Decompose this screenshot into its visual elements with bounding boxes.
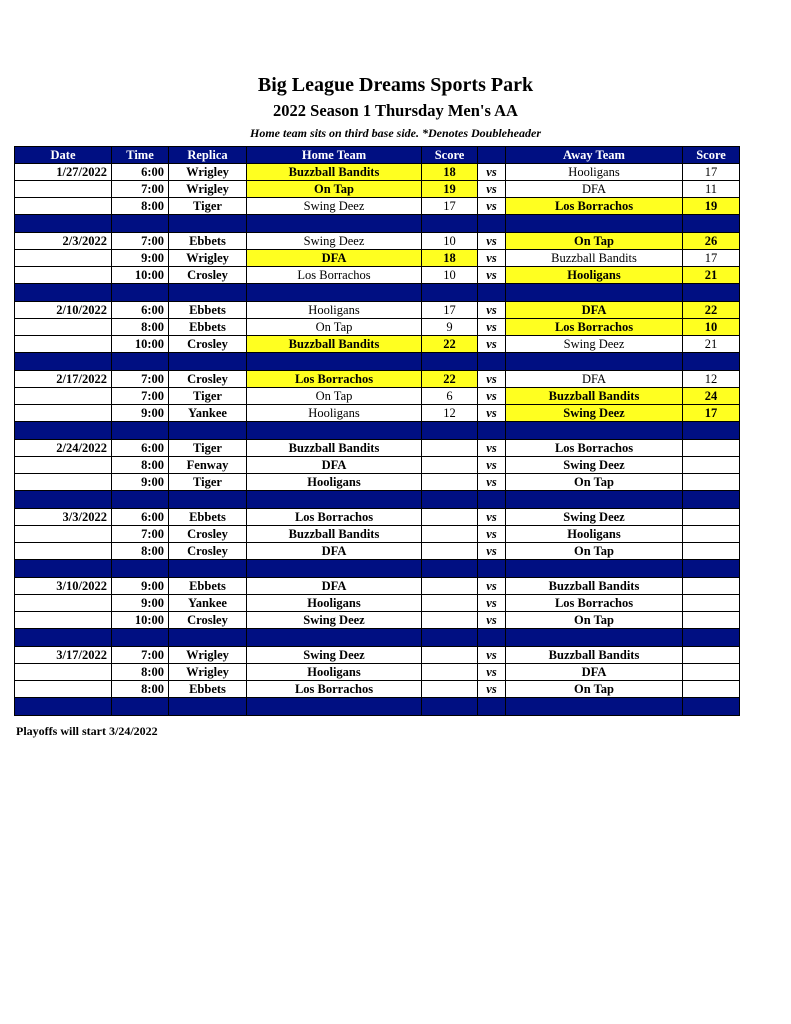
- game-date: [15, 181, 112, 198]
- game-date: 1/27/2022: [15, 164, 112, 181]
- game-time: 10:00: [112, 336, 169, 353]
- vs-label: vs: [478, 405, 506, 422]
- table-row: [15, 664, 740, 681]
- table-row: [15, 526, 740, 543]
- home-team: Los Borrachos: [247, 267, 422, 284]
- game-field: Wrigley: [169, 250, 247, 267]
- away-team: DFA: [506, 302, 683, 319]
- vs-label: vs: [478, 388, 506, 405]
- home-score: 12: [422, 405, 478, 422]
- vs-label: vs: [478, 267, 506, 284]
- home-score: 19: [422, 181, 478, 198]
- table-row: [15, 319, 740, 336]
- home-score: 18: [422, 250, 478, 267]
- vs-label: vs: [478, 612, 506, 629]
- home-score: [422, 664, 478, 681]
- home-team: Buzzball Bandits: [247, 526, 422, 543]
- away-score: 10: [683, 319, 740, 336]
- away-score: [683, 664, 740, 681]
- home-score: 10: [422, 233, 478, 250]
- home-team: On Tap: [247, 181, 422, 198]
- vs-label: vs: [478, 457, 506, 474]
- home-score: [422, 440, 478, 457]
- table-row: [15, 647, 740, 664]
- vs-label: vs: [478, 681, 506, 698]
- away-score: 17: [683, 164, 740, 181]
- vs-label: vs: [478, 371, 506, 388]
- vs-label: vs: [478, 474, 506, 491]
- col-header-home-team: Home Team: [247, 147, 422, 164]
- away-team: Buzzball Bandits: [506, 578, 683, 595]
- game-time: 7:00: [112, 371, 169, 388]
- game-field: Wrigley: [169, 664, 247, 681]
- game-date: [15, 319, 112, 336]
- away-team: On Tap: [506, 474, 683, 491]
- game-date: [15, 595, 112, 612]
- week-separator: [15, 491, 740, 509]
- game-field: Crosley: [169, 526, 247, 543]
- vs-label: vs: [478, 595, 506, 612]
- vs-label: vs: [478, 336, 506, 353]
- vs-label: vs: [478, 198, 506, 215]
- vs-label: vs: [478, 543, 506, 560]
- game-field: Ebbets: [169, 681, 247, 698]
- game-date: 2/17/2022: [15, 371, 112, 388]
- vs-label: vs: [478, 578, 506, 595]
- away-score: [683, 612, 740, 629]
- table-row: [15, 474, 740, 491]
- game-time: 9:00: [112, 250, 169, 267]
- game-field: Tiger: [169, 440, 247, 457]
- home-score: 17: [422, 302, 478, 319]
- home-score: 22: [422, 336, 478, 353]
- table-row: [15, 198, 740, 215]
- table-row: [15, 250, 740, 267]
- home-score: 10: [422, 267, 478, 284]
- away-score: [683, 509, 740, 526]
- away-score: [683, 578, 740, 595]
- away-team: Buzzball Bandits: [506, 388, 683, 405]
- table-row: [15, 371, 740, 388]
- game-time: 7:00: [112, 181, 169, 198]
- game-date: [15, 250, 112, 267]
- week-separator: [15, 560, 740, 578]
- away-team: On Tap: [506, 543, 683, 560]
- table-header-row: [15, 147, 740, 164]
- col-header-away-team: Away Team: [506, 147, 683, 164]
- home-score: [422, 647, 478, 664]
- away-score: [683, 595, 740, 612]
- game-time: 6:00: [112, 509, 169, 526]
- away-team: Los Borrachos: [506, 319, 683, 336]
- home-team: Swing Deez: [247, 612, 422, 629]
- home-team: Hooligans: [247, 595, 422, 612]
- col-header-home-score: Score: [422, 147, 478, 164]
- home-team: Hooligans: [247, 664, 422, 681]
- away-score: 26: [683, 233, 740, 250]
- home-score: [422, 578, 478, 595]
- away-team: On Tap: [506, 233, 683, 250]
- game-field: Yankee: [169, 405, 247, 422]
- vs-label: vs: [478, 181, 506, 198]
- game-time: 8:00: [112, 664, 169, 681]
- home-team: Buzzball Bandits: [247, 440, 422, 457]
- game-field: Crosley: [169, 336, 247, 353]
- game-time: 8:00: [112, 198, 169, 215]
- away-score: [683, 440, 740, 457]
- vs-label: vs: [478, 647, 506, 664]
- away-team: Buzzball Bandits: [506, 250, 683, 267]
- game-date: 3/10/2022: [15, 578, 112, 595]
- home-score: [422, 509, 478, 526]
- away-team: DFA: [506, 181, 683, 198]
- home-score: 22: [422, 371, 478, 388]
- away-score: 22: [683, 302, 740, 319]
- vs-label: vs: [478, 302, 506, 319]
- table-row: [15, 543, 740, 560]
- game-date: 3/17/2022: [15, 647, 112, 664]
- game-date: [15, 198, 112, 215]
- week-separator: [15, 698, 740, 716]
- vs-label: vs: [478, 164, 506, 181]
- game-date: [15, 681, 112, 698]
- game-time: 8:00: [112, 543, 169, 560]
- table-row: [15, 164, 740, 181]
- game-time: 7:00: [112, 233, 169, 250]
- game-field: Ebbets: [169, 319, 247, 336]
- home-score: [422, 595, 478, 612]
- game-time: 9:00: [112, 595, 169, 612]
- away-score: [683, 543, 740, 560]
- away-team: DFA: [506, 371, 683, 388]
- away-score: [683, 457, 740, 474]
- away-team: Los Borrachos: [506, 440, 683, 457]
- game-time: 9:00: [112, 578, 169, 595]
- table-row: [15, 405, 740, 422]
- vs-label: vs: [478, 440, 506, 457]
- home-team: Los Borrachos: [247, 371, 422, 388]
- game-time: 10:00: [112, 267, 169, 284]
- game-date: 3/3/2022: [15, 509, 112, 526]
- home-team: Swing Deez: [247, 233, 422, 250]
- away-team: Los Borrachos: [506, 198, 683, 215]
- away-score: [683, 681, 740, 698]
- game-field: Ebbets: [169, 233, 247, 250]
- game-date: [15, 336, 112, 353]
- page-title: Big League Dreams Sports Park: [257, 74, 534, 96]
- game-date: 2/3/2022: [15, 233, 112, 250]
- away-team: Swing Deez: [506, 457, 683, 474]
- col-header-replica: Replica: [169, 147, 247, 164]
- col-header-time: Time: [112, 147, 169, 164]
- week-separator: [15, 353, 740, 371]
- away-score: 17: [683, 405, 740, 422]
- page-subtitle: 2022 Season 1 Thursday Men's AA: [273, 101, 518, 120]
- home-team: DFA: [247, 250, 422, 267]
- game-field: Crosley: [169, 612, 247, 629]
- week-separator: [15, 422, 740, 440]
- game-date: [15, 405, 112, 422]
- game-time: 8:00: [112, 319, 169, 336]
- home-score: [422, 543, 478, 560]
- home-team: Swing Deez: [247, 198, 422, 215]
- table-row: [15, 336, 740, 353]
- game-time: 7:00: [112, 647, 169, 664]
- game-date: [15, 664, 112, 681]
- away-team: On Tap: [506, 612, 683, 629]
- game-time: 8:00: [112, 681, 169, 698]
- home-score: 18: [422, 164, 478, 181]
- away-score: 19: [683, 198, 740, 215]
- away-team: Hooligans: [506, 164, 683, 181]
- game-date: [15, 457, 112, 474]
- table-row: [15, 578, 740, 595]
- game-field: Ebbets: [169, 509, 247, 526]
- home-team: Swing Deez: [247, 647, 422, 664]
- home-team: On Tap: [247, 388, 422, 405]
- away-team: Swing Deez: [506, 336, 683, 353]
- home-team: Los Borrachos: [247, 509, 422, 526]
- game-date: [15, 474, 112, 491]
- away-score: [683, 647, 740, 664]
- away-team: Swing Deez: [506, 405, 683, 422]
- away-score: [683, 526, 740, 543]
- week-separator: [15, 284, 740, 302]
- game-date: [15, 388, 112, 405]
- vs-label: vs: [478, 233, 506, 250]
- home-score: [422, 526, 478, 543]
- table-row: [15, 612, 740, 629]
- table-row: [15, 233, 740, 250]
- schedule-table: [14, 146, 740, 716]
- game-field: Wrigley: [169, 181, 247, 198]
- table-row: [15, 509, 740, 526]
- game-date: [15, 612, 112, 629]
- home-score: 9: [422, 319, 478, 336]
- game-field: Wrigley: [169, 647, 247, 664]
- game-field: Ebbets: [169, 578, 247, 595]
- away-team: DFA: [506, 664, 683, 681]
- table-row: [15, 181, 740, 198]
- game-time: 6:00: [112, 164, 169, 181]
- col-header-vs: [478, 147, 506, 164]
- vs-label: vs: [478, 250, 506, 267]
- vs-label: vs: [478, 509, 506, 526]
- game-time: 8:00: [112, 457, 169, 474]
- game-time: 6:00: [112, 440, 169, 457]
- col-header-away-score: Score: [683, 147, 740, 164]
- table-row: [15, 388, 740, 405]
- away-score: 24: [683, 388, 740, 405]
- game-time: 6:00: [112, 302, 169, 319]
- game-field: Ebbets: [169, 302, 247, 319]
- table-row: [15, 681, 740, 698]
- game-field: Crosley: [169, 267, 247, 284]
- page-note: Home team sits on third base side. *Denotes Doubleheader: [250, 126, 541, 140]
- week-separator: [15, 215, 740, 233]
- away-score: 21: [683, 336, 740, 353]
- game-date: [15, 267, 112, 284]
- table-row: [15, 440, 740, 457]
- away-team: Hooligans: [506, 526, 683, 543]
- game-date: 2/24/2022: [15, 440, 112, 457]
- home-team: DFA: [247, 543, 422, 560]
- table-row: [15, 267, 740, 284]
- week-separator: [15, 629, 740, 647]
- game-time: 7:00: [112, 526, 169, 543]
- game-date: [15, 526, 112, 543]
- game-field: Tiger: [169, 474, 247, 491]
- home-team: Buzzball Bandits: [247, 336, 422, 353]
- vs-label: vs: [478, 664, 506, 681]
- home-team: DFA: [247, 457, 422, 474]
- game-date: 2/10/2022: [15, 302, 112, 319]
- schedule-body: [15, 164, 740, 716]
- home-team: Hooligans: [247, 302, 422, 319]
- table-row: [15, 457, 740, 474]
- game-field: Crosley: [169, 543, 247, 560]
- vs-label: vs: [478, 319, 506, 336]
- home-score: [422, 457, 478, 474]
- game-field: Crosley: [169, 371, 247, 388]
- game-time: 7:00: [112, 388, 169, 405]
- game-time: 9:00: [112, 474, 169, 491]
- vs-label: vs: [478, 526, 506, 543]
- away-score: [683, 474, 740, 491]
- away-team: Hooligans: [506, 267, 683, 284]
- away-score: 11: [683, 181, 740, 198]
- table-row: [15, 302, 740, 319]
- home-team: Hooligans: [247, 405, 422, 422]
- home-team: On Tap: [247, 319, 422, 336]
- game-time: 9:00: [112, 405, 169, 422]
- game-field: Tiger: [169, 198, 247, 215]
- game-field: Tiger: [169, 388, 247, 405]
- away-team: Los Borrachos: [506, 595, 683, 612]
- home-team: Hooligans: [247, 474, 422, 491]
- game-time: 10:00: [112, 612, 169, 629]
- away-score: 12: [683, 371, 740, 388]
- away-team: Swing Deez: [506, 509, 683, 526]
- home-team: Los Borrachos: [247, 681, 422, 698]
- home-team: DFA: [247, 578, 422, 595]
- home-score: 6: [422, 388, 478, 405]
- home-score: [422, 612, 478, 629]
- playoffs-note: Playoffs will start 3/24/2022: [16, 724, 158, 738]
- game-field: Wrigley: [169, 164, 247, 181]
- game-field: Yankee: [169, 595, 247, 612]
- table-row: [15, 595, 740, 612]
- home-score: [422, 681, 478, 698]
- game-date: [15, 543, 112, 560]
- col-header-date: Date: [15, 147, 112, 164]
- away-score: 17: [683, 250, 740, 267]
- away-team: On Tap: [506, 681, 683, 698]
- home-team: Buzzball Bandits: [247, 164, 422, 181]
- game-field: Fenway: [169, 457, 247, 474]
- home-score: 17: [422, 198, 478, 215]
- away-score: 21: [683, 267, 740, 284]
- away-team: Buzzball Bandits: [506, 647, 683, 664]
- home-score: [422, 474, 478, 491]
